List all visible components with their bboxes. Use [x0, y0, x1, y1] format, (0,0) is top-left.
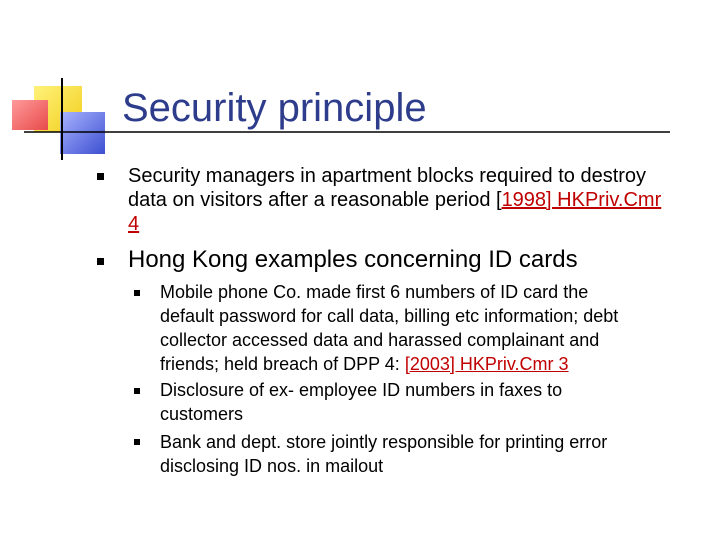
- bullet-1-line-1: Security managers in apartment blocks required to destroy: [128, 165, 647, 187]
- bullet-marker: [97, 258, 104, 265]
- sub-bullet-marker: [134, 388, 140, 394]
- sub-bullet-marker: [134, 290, 140, 296]
- sub-bullet-2-line-1: Disclosure of ex- employee ID numbers in faxes to: [160, 380, 563, 400]
- bullet-marker: [97, 173, 104, 180]
- sub-bullet-3-line-1: Bank and dept. store jointly responsible for printing error: [160, 432, 608, 452]
- sub-bullet-marker: [134, 439, 140, 445]
- bullet-1-line-2-text: data on visitors after a reasonable period [: [128, 189, 502, 211]
- sub-bullet-1-line-4: [160, 352, 569, 376]
- sub-bullet-3-line-2: disclosing ID nos. in mailout: [160, 456, 384, 476]
- slide-title: Security principle: [122, 86, 427, 130]
- bullet-1-line-3: [128, 212, 139, 236]
- bullet-2-text: Hong Kong examples concerning ID cards: [128, 246, 578, 273]
- blue-square: [60, 112, 105, 154]
- case-citation-link-2003[interactable]: [2003] HKPriv.Cmr 3: [404, 354, 569, 374]
- case-citation-link-1998-cont[interactable]: 4: [128, 213, 140, 235]
- red-square: [12, 100, 48, 130]
- sub-bullet-1-line-4-text: friends; held breach of DPP 4:: [160, 354, 405, 374]
- sub-bullet-1-line-2: default password for call data, billing etc information; debt: [160, 306, 619, 326]
- sub-bullet-2-line-2: customers: [160, 404, 244, 424]
- case-citation-link-1998[interactable]: 1998] HKPriv.Cmr: [501, 189, 662, 211]
- bullet-1-line-2: [128, 188, 661, 212]
- sub-bullet-1-line-3: collector accessed data and harassed complainant and: [160, 330, 600, 350]
- sub-bullet-1-line-1: Mobile phone Co. made first 6 numbers of ID card the: [160, 282, 589, 302]
